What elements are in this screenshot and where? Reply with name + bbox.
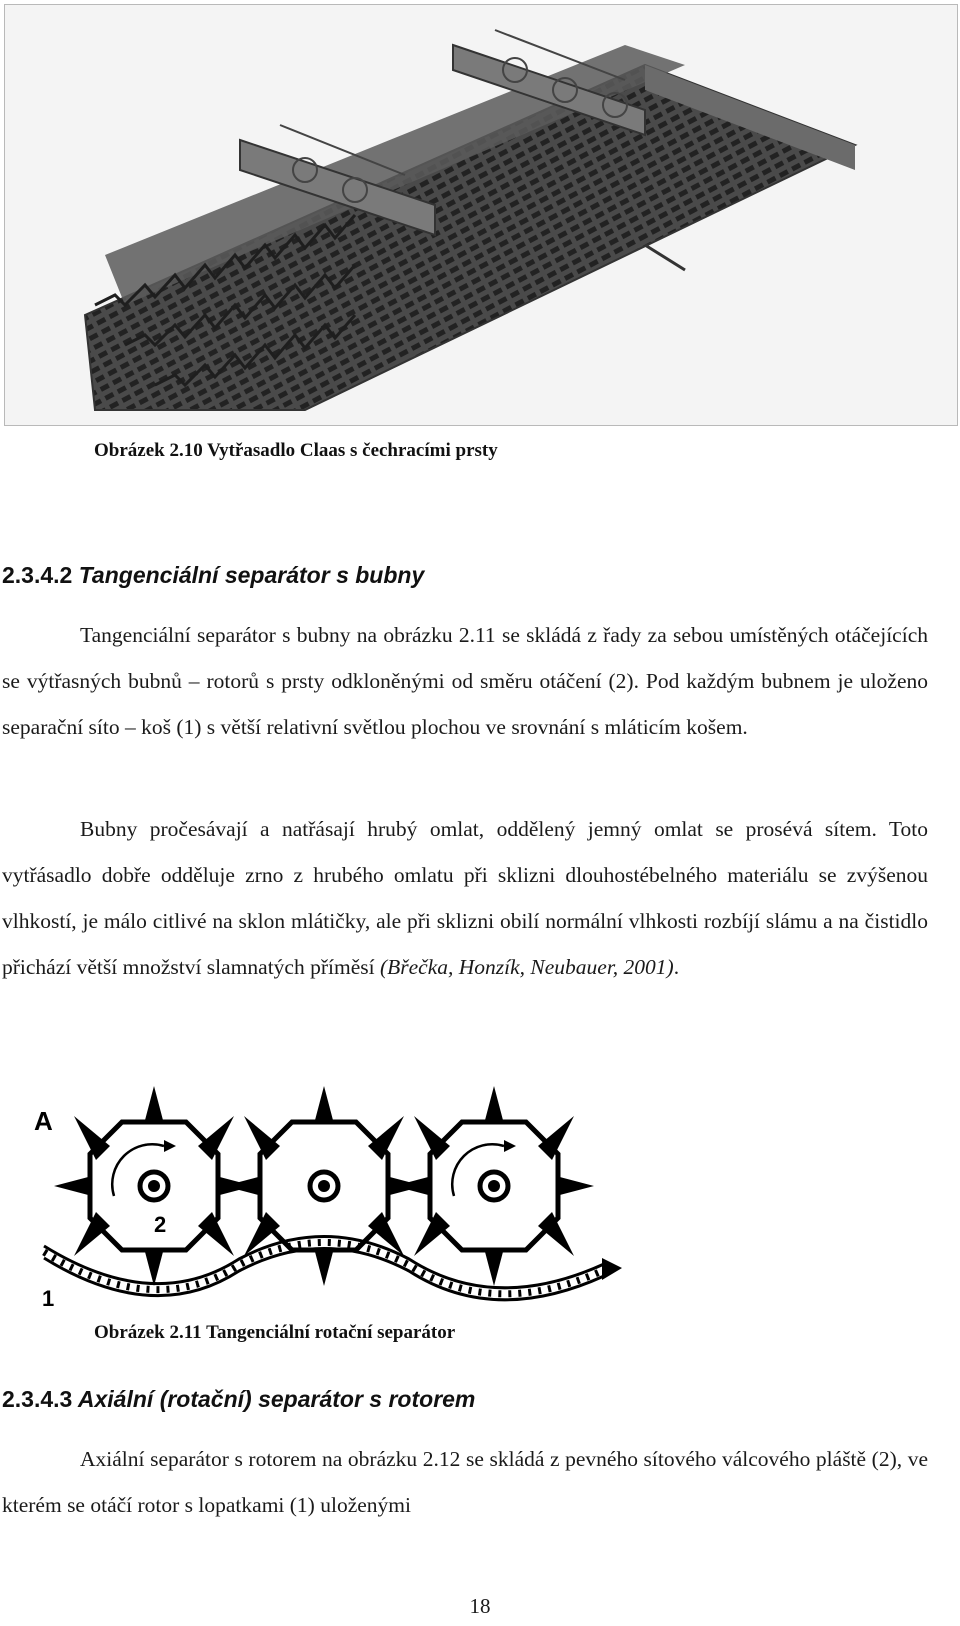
citation-end: . xyxy=(673,955,680,979)
paragraph-tangential-1: Tangenciální separátor s bubny na obrázku 2.11 se skládá z řady za sebou umístěných otáčejících se výtřasných bubnů – rotorů s prsty odkloněnými od směru otáčení (2). Pod každým bubnem je uloženo separační síto – koš (1) s větší relativní světlou plochou ve srovnání s mláticím košem. xyxy=(2,623,928,739)
label-2: 2 xyxy=(154,1212,167,1237)
section-heading-tangential xyxy=(2,562,424,589)
paragraph-tangential-2 xyxy=(2,806,928,990)
arrow-icon xyxy=(602,1258,622,1280)
section-title: Tangenciální separátor s bubny xyxy=(78,562,425,588)
section-title: Axiální (rotační) separátor s rotorem xyxy=(77,1386,476,1412)
section-heading-axial xyxy=(2,1386,475,1413)
citation: (Břečka, Honzík, Neubauer, 2001) xyxy=(379,955,674,979)
straw-walker-photo-icon xyxy=(5,5,957,425)
figure2-caption: Obrázek 2.11 Tangenciální rotační separátor xyxy=(94,1322,456,1343)
page-number: 18 xyxy=(469,1594,491,1618)
figure1-caption: Obrázek 2.10 Vytřasadlo Claas s čechracími prsty xyxy=(94,440,498,461)
rotor-drum-diagram-icon xyxy=(4,1086,660,1336)
paragraph-axial-1: Axiální separátor s rotorem na obrázku 2.12 se skládá z pevného sítového válcového pláště (2), ve kterém se otáčí rotor s lopatkami (1) uloženými xyxy=(2,1447,928,1517)
figure-straw-walker xyxy=(4,4,958,426)
paragraph-body: Bubny pročesávají a natřásají hrubý omlat, oddělený jemný omlat se prosévá sítem. Toto vytřásadlo dobře odděluje zrno z hrubého omlatu při sklizni dlouhostébelného materiálu se zvýšenou vlhkostí, je málo citlivé na sklon mlátičky, ale při sklizni obilí normální vlhkosti rozbíjí slámu a na čistidlo přichází větší množství slamnatých příměsí xyxy=(2,817,928,979)
label-1: 1 xyxy=(42,1286,55,1311)
section-number: 2.3.4.2 xyxy=(2,562,73,588)
label-a: A xyxy=(34,1106,53,1136)
figure-rotor-separator xyxy=(4,1086,660,1336)
rotor-drum-3-icon xyxy=(394,1086,594,1286)
section-number: 2.3.4.3 xyxy=(2,1386,73,1412)
